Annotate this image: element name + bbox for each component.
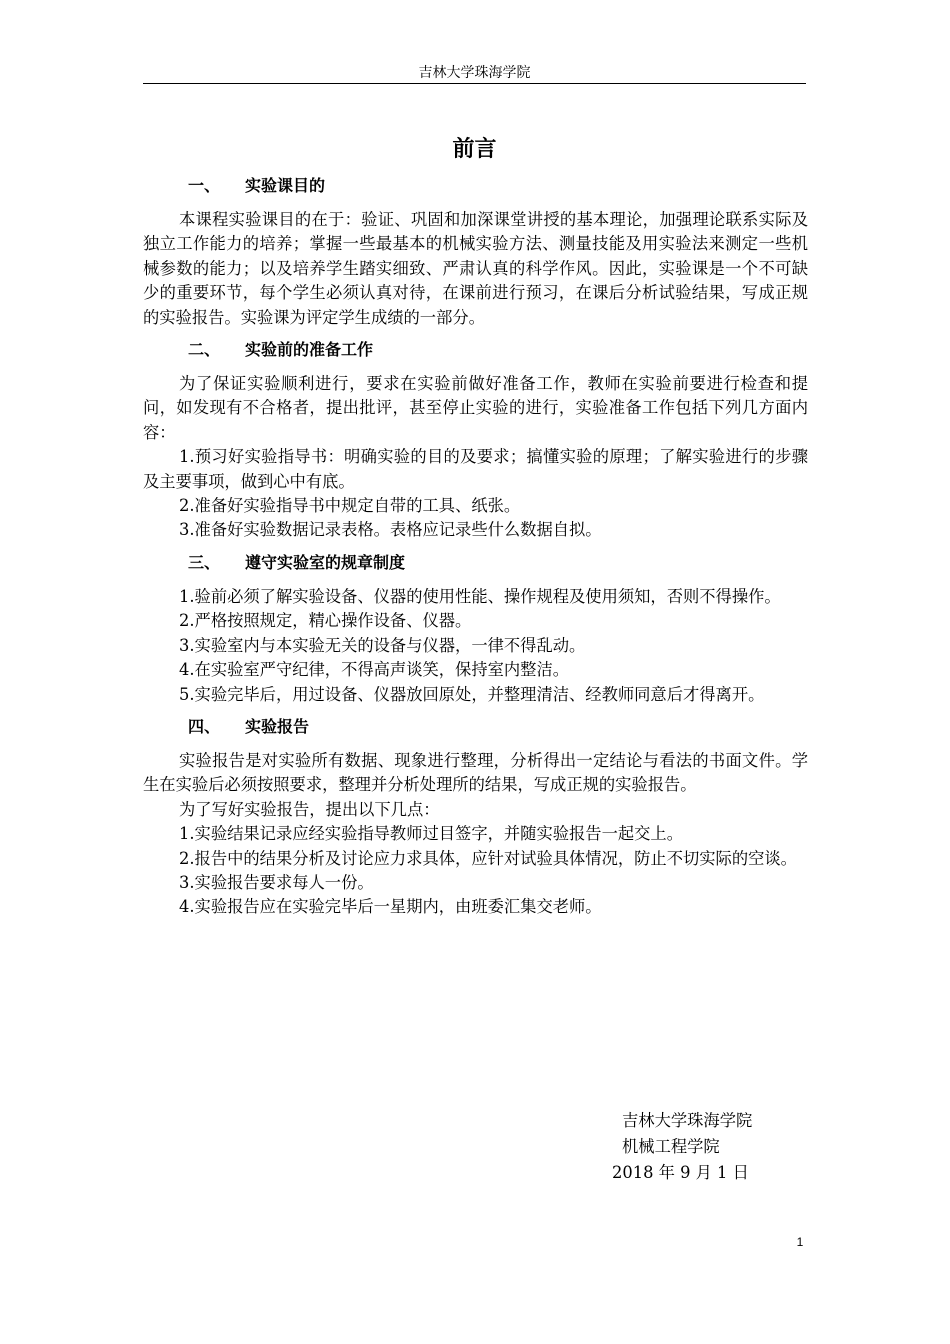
- list-item: 3.实验室内与本实验无关的设备与仪器，一律不得乱动。: [179, 635, 586, 655]
- paragraph: 为了保证实验顺利进行，要求在实验前做好准备工作，教师在实验前要进行检查和提问，如发现有不合格者，提出批评，甚至停止实验的进行，实验准备工作包括下列几方面内容：: [143, 374, 808, 442]
- section-1: [143, 174, 808, 330]
- section-2: [143, 338, 808, 543]
- section-number: 四、: [188, 716, 221, 736]
- signature-department: 机械工程学院: [622, 1137, 720, 1156]
- signature-school: 吉林大学珠海学院: [622, 1111, 753, 1130]
- section-title: 实验报告: [245, 716, 310, 736]
- page-number: 1: [796, 1235, 804, 1249]
- document-body: [143, 174, 808, 928]
- list-item: 3.实验报告要求每人一份。: [179, 872, 374, 892]
- list-item: 2.严格按照规定，精心操作设备、仪器。: [179, 611, 472, 631]
- section-number: 二、: [188, 340, 221, 360]
- section-title: 遵守实验室的规章制度: [245, 552, 406, 572]
- list-item: 1.实验结果记录应经实验指导教师过目签字，并随实验报告一起交上。: [179, 824, 683, 844]
- list-item: 1.验前必须了解实验设备、仪器的使用性能、操作规程及使用须知，否则不得操作。: [179, 586, 781, 606]
- section-title: 实验前的准备工作: [245, 340, 374, 360]
- page-header: 吉林大学珠海学院: [418, 65, 531, 81]
- section-title: 实验课目的: [245, 176, 326, 195]
- paragraph: 实验报告是对实验所有数据、现象进行整理，分析得出一定结论与看法的书面文件。学生在实验后必须按照要求，整理并分析处理所的结果，写成正规的实验报告。: [143, 750, 808, 795]
- section-number: 一、: [188, 176, 221, 195]
- list-item: 5.实验完毕后，用过设备、仪器放回原处，并整理清洁、经教师同意后才得离开。: [179, 684, 765, 704]
- list-item: 4.实验报告应在实验完毕后一星期内，由班委汇集交老师。: [179, 897, 602, 917]
- section-heading: [188, 174, 808, 198]
- section-number: 三、: [188, 552, 221, 572]
- list-item: 3.准备好实验数据记录表格。表格应记录些什么数据自拟。: [179, 520, 602, 540]
- header-divider: [143, 83, 806, 84]
- paragraph: 为了写好实验报告，提出以下几点：: [179, 799, 440, 819]
- section-heading: [188, 338, 808, 362]
- list-item: 2.报告中的结果分析及讨论应力求具体，应针对试验具体情况，防止不切实际的空谈。: [179, 848, 797, 868]
- signature-date: 2018 年 9 月 1 日: [612, 1163, 749, 1182]
- section-3: [143, 551, 808, 707]
- list-item: 4.在实验室严守纪律，不得高声谈笑，保持室内整洁。: [179, 660, 570, 680]
- page-title: 前言: [452, 137, 497, 162]
- paragraph: 本课程实验课目的在于：验证、巩固和加深课堂讲授的基本理论，加强理论联系实际及独立工作能力的培养；掌握一些最基本的机械实验方法、测量技能及用实验法来测定一些机械参数的能力；以及培养学生踏实细致、严肃认真的科学作风。因此，实验课是一个不可缺少的重要环节，每个学生必须认真对待，在课前进行预习，在课后分析试验结果，写成正规的实验报告。实验课为评定学生成绩的一部分。: [143, 210, 808, 327]
- list-item: 2.准备好实验指导书中规定自带的工具、纸张。: [179, 496, 521, 516]
- section-heading: [188, 551, 808, 575]
- signature-block: [608, 1108, 808, 1186]
- section-4: [143, 715, 808, 920]
- section-heading: [188, 715, 808, 739]
- list-item: 1.预习好实验指导书：明确实验的目的及要求；搞懂实验的原理；了解实验进行的步骤及主要事项，做到心中有底。: [143, 447, 808, 491]
